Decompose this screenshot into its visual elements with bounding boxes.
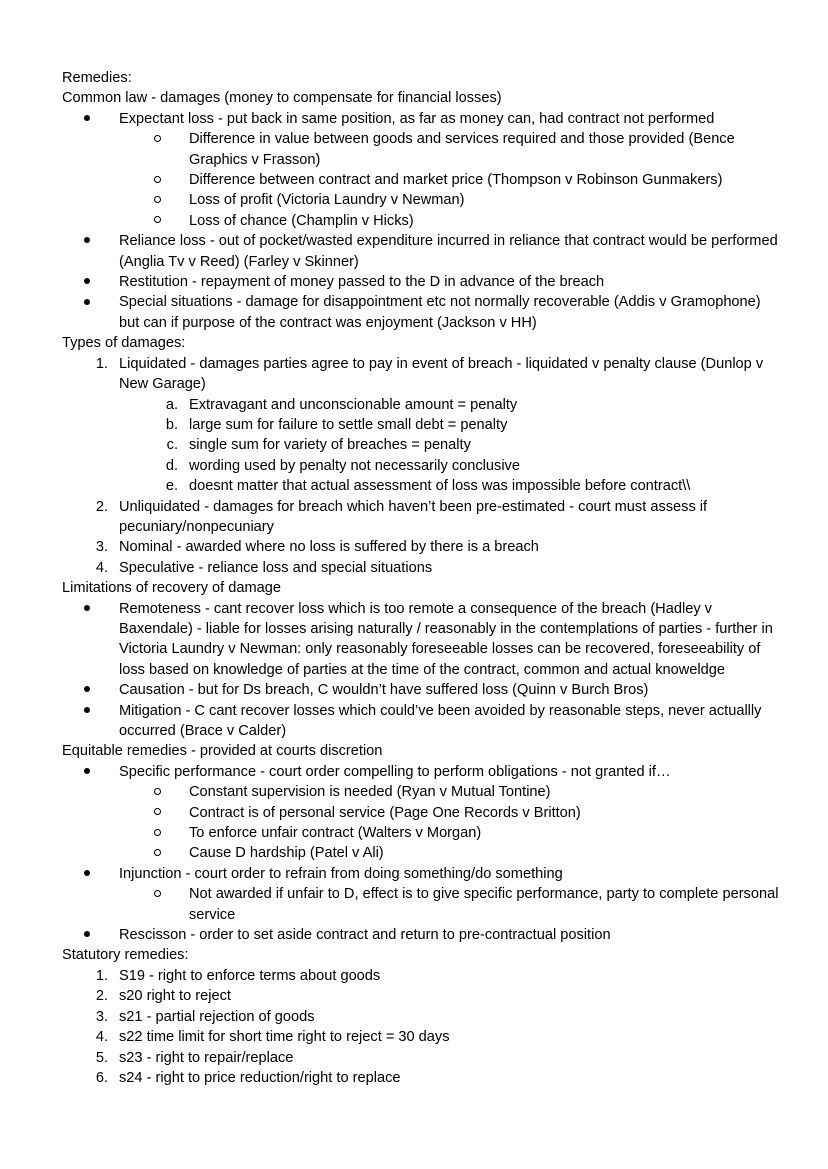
- list-item-text: Rescisson - order to set aside contract and return to pre-contractual position: [119, 927, 611, 944]
- list-letter: d.: [165, 457, 178, 474]
- list-item-text: s24 - right to price reduction/right to replace: [119, 1069, 401, 1086]
- circle-bullet-icon: [154, 190, 176, 210]
- disc-bullet-icon: [84, 762, 106, 782]
- list-item-text: Cause D hardship (Patel v Ali): [189, 845, 384, 862]
- list-item: [154, 211, 780, 231]
- list-item: [84, 292, 780, 333]
- list-item: [154, 395, 780, 415]
- list-number: 6.: [95, 1069, 108, 1086]
- circle-bullet-icon: [154, 782, 176, 802]
- list-number: 5.: [95, 1049, 108, 1066]
- list-item-text: single sum for variety of breaches = penalty: [189, 437, 471, 454]
- list-item: [84, 537, 780, 557]
- section-heading: Statutory remedies:: [62, 947, 189, 964]
- list-item-text: Expectant loss - put back in same position, as far as money can, had contract not performed: [119, 110, 715, 127]
- section-heading-item: [62, 333, 780, 353]
- list-item-text: Restitution - repayment of money passed to the D in advance of the breach: [119, 274, 605, 291]
- list-item: [154, 884, 783, 925]
- list-item: [154, 803, 780, 823]
- list-item-text: Liquidated - damages parties agree to pay in event of breach - liquidated v penalty clause (Dunlop v New Garage): [119, 355, 768, 393]
- list-item: [84, 762, 780, 864]
- list-number: 2.: [95, 988, 108, 1005]
- list-item-text: Nominal - awarded where no loss is suffered by there is a breach: [119, 539, 539, 556]
- list-number: 3.: [95, 1008, 108, 1025]
- list-item: [154, 843, 780, 863]
- list-item: [154, 415, 780, 435]
- liquidated-sublist: [154, 395, 780, 497]
- list-letter: e.: [165, 478, 178, 495]
- list-item: [154, 129, 780, 170]
- list-number: 1.: [95, 355, 108, 372]
- list-item: [154, 435, 780, 455]
- disc-bullet-icon: [84, 272, 106, 292]
- list-item: [154, 782, 780, 802]
- list-number: 2.: [95, 498, 108, 515]
- section-limitations: [48, 578, 780, 598]
- circle-bullet-icon: [154, 170, 176, 190]
- list-item-text: Constant supervision is needed (Ryan v Mutual Tontine): [189, 784, 551, 801]
- list-item: [154, 456, 780, 476]
- document-body: [48, 68, 783, 1088]
- list-item: [154, 170, 780, 190]
- circle-bullet-icon: [154, 823, 176, 843]
- list-item: [154, 823, 780, 843]
- equitable-remedies-bullets: [84, 762, 783, 946]
- list-item-text: Loss of profit (Victoria Laundry v Newman): [189, 192, 465, 209]
- list-number: 3.: [95, 539, 108, 556]
- list-item: [84, 231, 780, 272]
- section-heading-item: [62, 578, 780, 598]
- list-item: [84, 701, 780, 742]
- common-law-bullets: [84, 109, 780, 333]
- circle-bullet-icon: [154, 884, 176, 904]
- list-item: [84, 354, 780, 497]
- list-item: [154, 476, 780, 496]
- page-title: Remedies:: [62, 70, 132, 86]
- expectant-loss-sublist: [154, 129, 780, 231]
- circle-bullet-icon: [154, 843, 176, 863]
- list-item: [84, 864, 783, 925]
- limitations-bullets: [84, 599, 780, 742]
- list-item-text: Speculative - reliance loss and special situations: [119, 559, 433, 576]
- list-item: [84, 558, 780, 578]
- list-item-text: Remoteness - cant recover loss which is too remote a consequence of the breach (Hadley v Baxendale) - liable for losses arising naturally / reasonably in the contemplations of parties - further in Victoria Laundry v Newman: only reasonably foreseeable losses can be recovered, foreseeability of loss based on knowledge of parties at the time of the contract, common and actual knoweldge: [119, 600, 777, 678]
- root-heading-item: [62, 68, 780, 88]
- list-item-text: Injunction - court order to refrain from doing something/do something: [119, 865, 563, 882]
- list-item: [84, 109, 780, 231]
- section-types-of-damages: [48, 333, 780, 353]
- list-item-text: s21 - partial rejection of goods: [119, 1008, 315, 1025]
- list-item-text: Special situations - damage for disappointment etc not normally recoverable (Addis v Gramophone) but can if purpose of the contract was enjoyment (Jackson v HH): [119, 294, 765, 331]
- types-of-damages-list: [84, 354, 780, 578]
- disc-bullet-icon: [84, 925, 106, 945]
- list-item: [84, 966, 780, 986]
- list-letter: a.: [165, 396, 178, 413]
- list-item: [84, 680, 780, 700]
- section-common-law: [48, 88, 780, 108]
- list-item-text: Not awarded if unfair to D, effect is to give specific performance, party to complete personal service: [189, 886, 783, 923]
- list-item-text: wording used by penalty not necessarily conclusive: [189, 457, 520, 474]
- circle-bullet-icon: [154, 129, 176, 149]
- section-statutory-remedies: [48, 945, 780, 965]
- list-item: [84, 1007, 780, 1027]
- disc-bullet-icon: [84, 599, 106, 619]
- list-item-text: S19 - right to enforce terms about goods: [119, 967, 381, 984]
- statutory-remedies-list: [84, 966, 780, 1088]
- section-heading-item: [62, 741, 780, 761]
- list-number: 4.: [95, 1029, 108, 1046]
- section-heading: Common law - damages (money to compensate for financial losses): [62, 90, 502, 107]
- disc-bullet-icon: [84, 292, 106, 312]
- list-item-text: Mitigation - C cant recover losses which could’ve been avoided by reasonable steps, never actuallly occurred (Brace v Calder): [119, 702, 766, 739]
- section-heading: Limitations of recovery of damage: [62, 580, 282, 597]
- circle-bullet-icon: [154, 803, 176, 823]
- section-heading: Types of damages:: [62, 335, 186, 352]
- section-equitable-remedies: [48, 741, 780, 761]
- list-item-text: Causation - but for Ds breach, C wouldn’t have suffered loss (Quinn v Burch Bros): [119, 682, 649, 699]
- list-item: [84, 1027, 780, 1047]
- list-item: [84, 1048, 780, 1068]
- list-item: [84, 925, 780, 945]
- list-item-text: Extravagant and unconscionable amount = penalty: [189, 396, 518, 413]
- list-item: [84, 497, 780, 538]
- disc-bullet-icon: [84, 680, 106, 700]
- list-item-text: Contract is of personal service (Page One Records v Britton): [189, 804, 581, 821]
- list-item: [154, 190, 780, 210]
- list-item-text: To enforce unfair contract (Walters v Morgan): [189, 825, 482, 842]
- list-item-text: Reliance loss - out of pocket/wasted expenditure incurred in reliance that contract would be performed (Anglia Tv v Reed) (Farley v Skinner): [119, 233, 782, 270]
- list-item-text: Difference between contract and market price (Thompson v Robinson Gunmakers): [189, 172, 723, 189]
- list-item-text: large sum for failure to settle small debt = penalty: [189, 416, 508, 433]
- disc-bullet-icon: [84, 109, 106, 129]
- list-item: [84, 272, 780, 292]
- root-list: [48, 68, 780, 88]
- list-number: 1.: [95, 967, 108, 984]
- list-item-text: Specific performance - court order compelling to perform obligations - not granted if…: [119, 763, 671, 780]
- disc-bullet-icon: [84, 864, 106, 884]
- section-heading-item: [62, 945, 780, 965]
- injunction-sublist: [154, 884, 783, 925]
- list-item: [84, 1068, 780, 1088]
- list-item: [84, 986, 780, 1006]
- list-item-text: doesnt matter that actual assessment of loss was impossible before contract\\: [189, 478, 691, 495]
- section-heading-item: [62, 88, 780, 108]
- circle-bullet-icon: [154, 211, 176, 231]
- list-item-text: Loss of chance (Champlin v Hicks): [189, 212, 414, 229]
- list-item-text: Difference in value between goods and services required and those provided (Bence Graphics v Frasson): [189, 131, 739, 168]
- list-item-text: Unliquidated - damages for breach which haven’t been pre-estimated - court must assess if pecuniary/nonpecuniary: [119, 498, 712, 535]
- list-number: 4.: [95, 559, 108, 576]
- list-letter: c.: [166, 437, 178, 454]
- list-item: [84, 599, 780, 681]
- specific-performance-sublist: [154, 782, 780, 864]
- list-item-text: s23 - right to repair/replace: [119, 1049, 294, 1066]
- section-heading: Equitable remedies - provided at courts discretion: [62, 743, 383, 760]
- list-item-text: s20 right to reject: [119, 988, 231, 1005]
- disc-bullet-icon: [84, 701, 106, 721]
- list-item-text: s22 time limit for short time right to reject = 30 days: [119, 1029, 450, 1046]
- list-letter: b.: [165, 416, 178, 433]
- disc-bullet-icon: [84, 231, 106, 251]
